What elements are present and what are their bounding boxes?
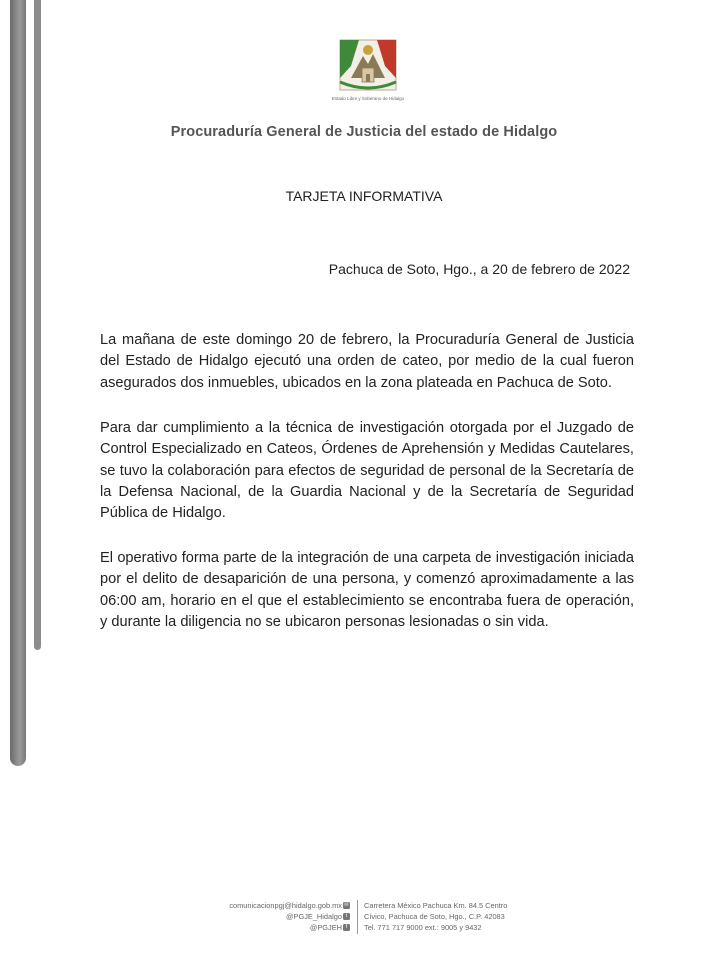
footer-social-2[interactable]: @PGJEH (309, 923, 342, 932)
footer-contacts (229, 900, 342, 933)
seal-caption: Estado Libre y Soberano de Hidalgo (331, 96, 405, 101)
footer-address-line-2: Cívico, Pachuca de Soto, Hgo., C.P. 42083 (364, 912, 505, 921)
page-edge-bar (10, 0, 26, 766)
state-seal-logo (331, 38, 405, 96)
footer-address-line-1: Carretera México Pachuca Km. 84.5 Centro (364, 901, 508, 910)
document-title: TARJETA INFORMATIVA (285, 188, 443, 204)
agency-name: Procuraduría General de Justicia del estado de Hidalgo (170, 124, 558, 140)
footer-icons (343, 902, 352, 935)
footer-email[interactable]: comunicacionpgj@hidalgo.gob.mx (229, 901, 342, 910)
footer-divider (357, 900, 358, 934)
paragraph-1: La mañana de este domingo 20 de febrero, la Procuraduría General de Justicia del Estado de Hidalgo ejecutó una orden de cateo, por medio de la cual fueron asegurados dos inmuebles, ubicados en la zona plateada en Pachuca de Soto. (100, 332, 634, 391)
paragraph-3: El operativo forma parte de la integración de una carpeta de investigación iniciada por el delito de desaparición de una persona, y comenzó aproximadamente a las 06:00 am, horario en el que el establecimiento se encontraba fuera de operación, y durante la diligencia no se ubicaron personas lesionadas o sin vida. (100, 550, 634, 630)
paragraph-2: Para dar cumplimiento a la técnica de investigación otorgada por el Juzgado de Control Especializado en Cateos, Órdenes de Aprehensión y Medidas Cautelares, se tuvo la colaboración para efectos de seguridad de personal de la Secretaría de la Defensa Nacional, de la Guardia Nacional y de la Secretaría de Seguridad Pública de Hidalgo. (100, 420, 634, 522)
mail-icon: ✉ (344, 902, 349, 908)
date-line: Pachuca de Soto, Hgo., a 20 de febrero de 2022 (328, 261, 630, 277)
footer-phone: Tel. 771 717 9000 ext.: 9005 y 9432 (364, 923, 482, 932)
facebook-icon: f (343, 924, 350, 931)
page-edge-bar-thin (34, 0, 41, 650)
footer-address (364, 900, 507, 933)
twitter-icon: t (343, 913, 350, 920)
footer (0, 898, 728, 938)
footer-social-1[interactable]: @PGJE_Hidalgo (286, 912, 342, 921)
